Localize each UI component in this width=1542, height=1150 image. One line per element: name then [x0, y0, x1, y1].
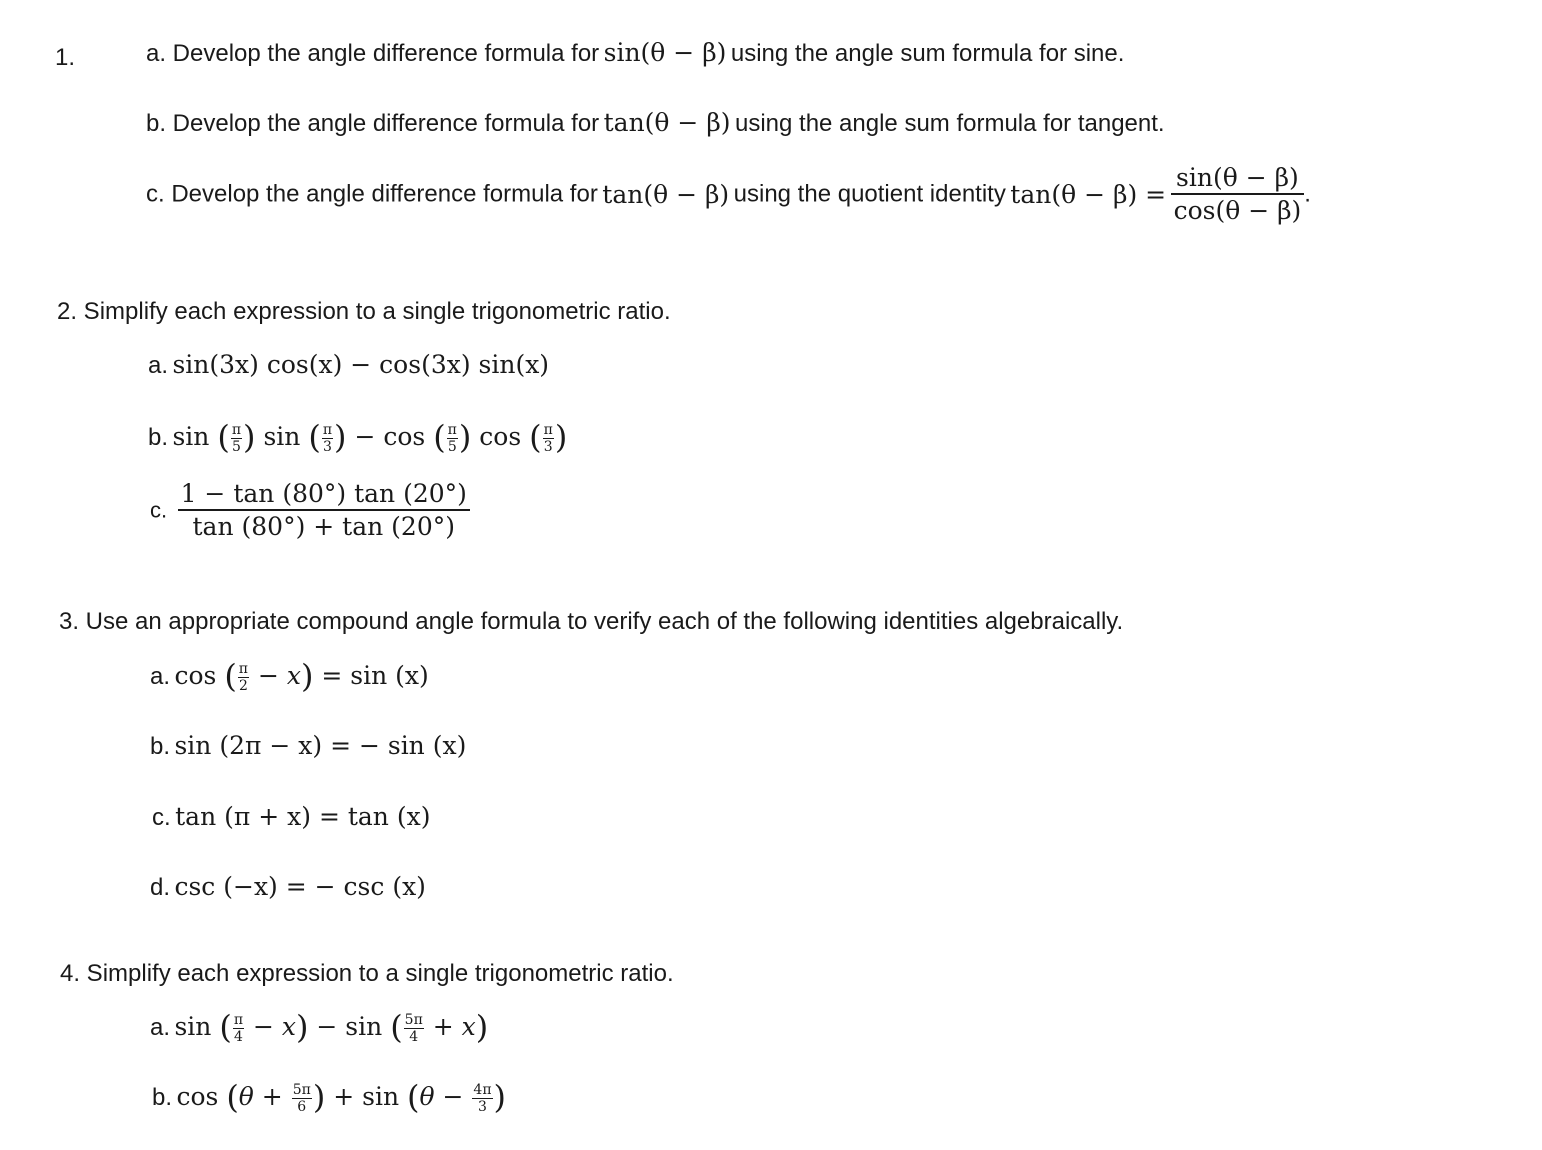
question-2c-numerator: 1 − tan (80°) tan (20°)	[178, 478, 470, 511]
question-4b-label: b.	[152, 1084, 173, 1111]
question-3a: a. cos ( $\frac{\pi}{2}$ − x) = sin (x)	[150, 657, 429, 695]
question-1c-expr: tan(θ − β)	[602, 179, 730, 209]
question-3b-label: b.	[150, 733, 171, 760]
question-2-heading: 2. Simplify each expression to a single trigonometric ratio.	[57, 298, 671, 325]
question-1b-text-before: b. Develop the angle difference formula for	[146, 110, 600, 137]
question-1c-text-before: c. Develop the angle difference formula for	[146, 180, 598, 208]
fraction-pi-over-5: $\frac{\pi}{5}$	[447, 422, 457, 455]
question-1b-text-after: using the angle sum formula for tangent.	[734, 110, 1165, 137]
question-3-heading: 3. Use an appropriate compound angle formula to verify each of the following identities algebraically.	[59, 608, 1124, 635]
quotient-denominator: cos(θ − β)	[1173, 196, 1302, 226]
fraction-5pi-over-4: $\frac{5\pi}{4}$	[404, 1012, 423, 1045]
question-4b: b. cos (θ + $\frac{5\pi}{6}$ ) + sin (θ − $\frac{4\pi}{3}$ )	[152, 1078, 506, 1116]
question-1a-text-before: a. Develop the angle difference formula for	[146, 40, 600, 67]
question-3b-expr: sin (2π − x) = − sin (x)	[174, 731, 467, 760]
question-1-number: 1.	[55, 44, 76, 71]
fraction-4pi-over-3: $\frac{4\pi}{3}$	[473, 1082, 492, 1115]
question-1a	[146, 38, 1124, 68]
question-3a-label: a.	[150, 663, 171, 690]
question-4a: a. sin ( $\frac{\pi}{4}$ − x) − sin ( $\frac{5\pi}{4}$ + x)	[150, 1008, 489, 1046]
fraction-pi-over-3: $\frac{\pi}{3}$	[322, 422, 333, 455]
question-2c	[150, 478, 470, 543]
question-3d-expr: csc (−x) = − csc (x)	[174, 872, 426, 901]
question-1a-text-after: using the angle sum formula for sine.	[730, 40, 1125, 67]
fraction-pi-over-4: $\frac{\pi}{4}$	[233, 1012, 244, 1045]
question-1c-text-mid: using the quotient identity	[733, 180, 1006, 208]
question-3d-label: d.	[150, 874, 171, 901]
fraction-pi-over-5: $\frac{\pi}{5}$	[231, 422, 242, 455]
question-1c-expr2: tan(θ − β) =	[1010, 179, 1167, 209]
question-1c-end: .	[1304, 180, 1311, 208]
question-1b-expr: tan(θ − β)	[603, 108, 731, 137]
quotient-numerator: sin(θ − β)	[1171, 162, 1305, 195]
question-4-heading: 4. Simplify each expression to a single trigonometric ratio.	[60, 960, 674, 987]
question-3c-label: c.	[152, 804, 171, 831]
question-2c-fraction	[178, 478, 470, 543]
question-2c-denominator: tan (80°) + tan (20°)	[192, 512, 455, 542]
question-2c-label: c.	[150, 497, 168, 523]
question-1c	[146, 162, 1311, 227]
question-2a-expr: sin(3x) cos(x) − cos(3x) sin(x)	[172, 350, 550, 379]
question-3b	[150, 731, 466, 761]
question-4a-label: a.	[150, 1014, 171, 1041]
fraction-pi-over-2: $\frac{\pi}{2}$	[238, 661, 248, 694]
fraction-pi-over-3: $\frac{\pi}{3}$	[543, 422, 553, 455]
question-3d	[150, 872, 426, 902]
question-3c-expr: tan (π + x) = tan (x)	[175, 802, 431, 831]
quotient-fraction	[1171, 162, 1305, 227]
question-2a-label: a.	[148, 352, 169, 379]
question-1a-expr: sin(θ − β)	[603, 38, 727, 67]
question-3c	[152, 802, 430, 832]
question-2b: b. sin ( $\frac{\pi}{5}$ ) sin ( $\frac{\pi}{3}$ ) − cos ( $\frac{\pi}{5}$ ) cos ( $\frac{\pi}{3}$ )	[148, 418, 568, 456]
question-1b	[146, 108, 1165, 138]
fraction-5pi-over-6: $\frac{5\pi}{6}$	[292, 1082, 311, 1115]
question-3a-rhs: = sin (x)	[321, 661, 429, 690]
question-2a	[148, 350, 549, 380]
question-2b-label: b.	[148, 424, 169, 451]
